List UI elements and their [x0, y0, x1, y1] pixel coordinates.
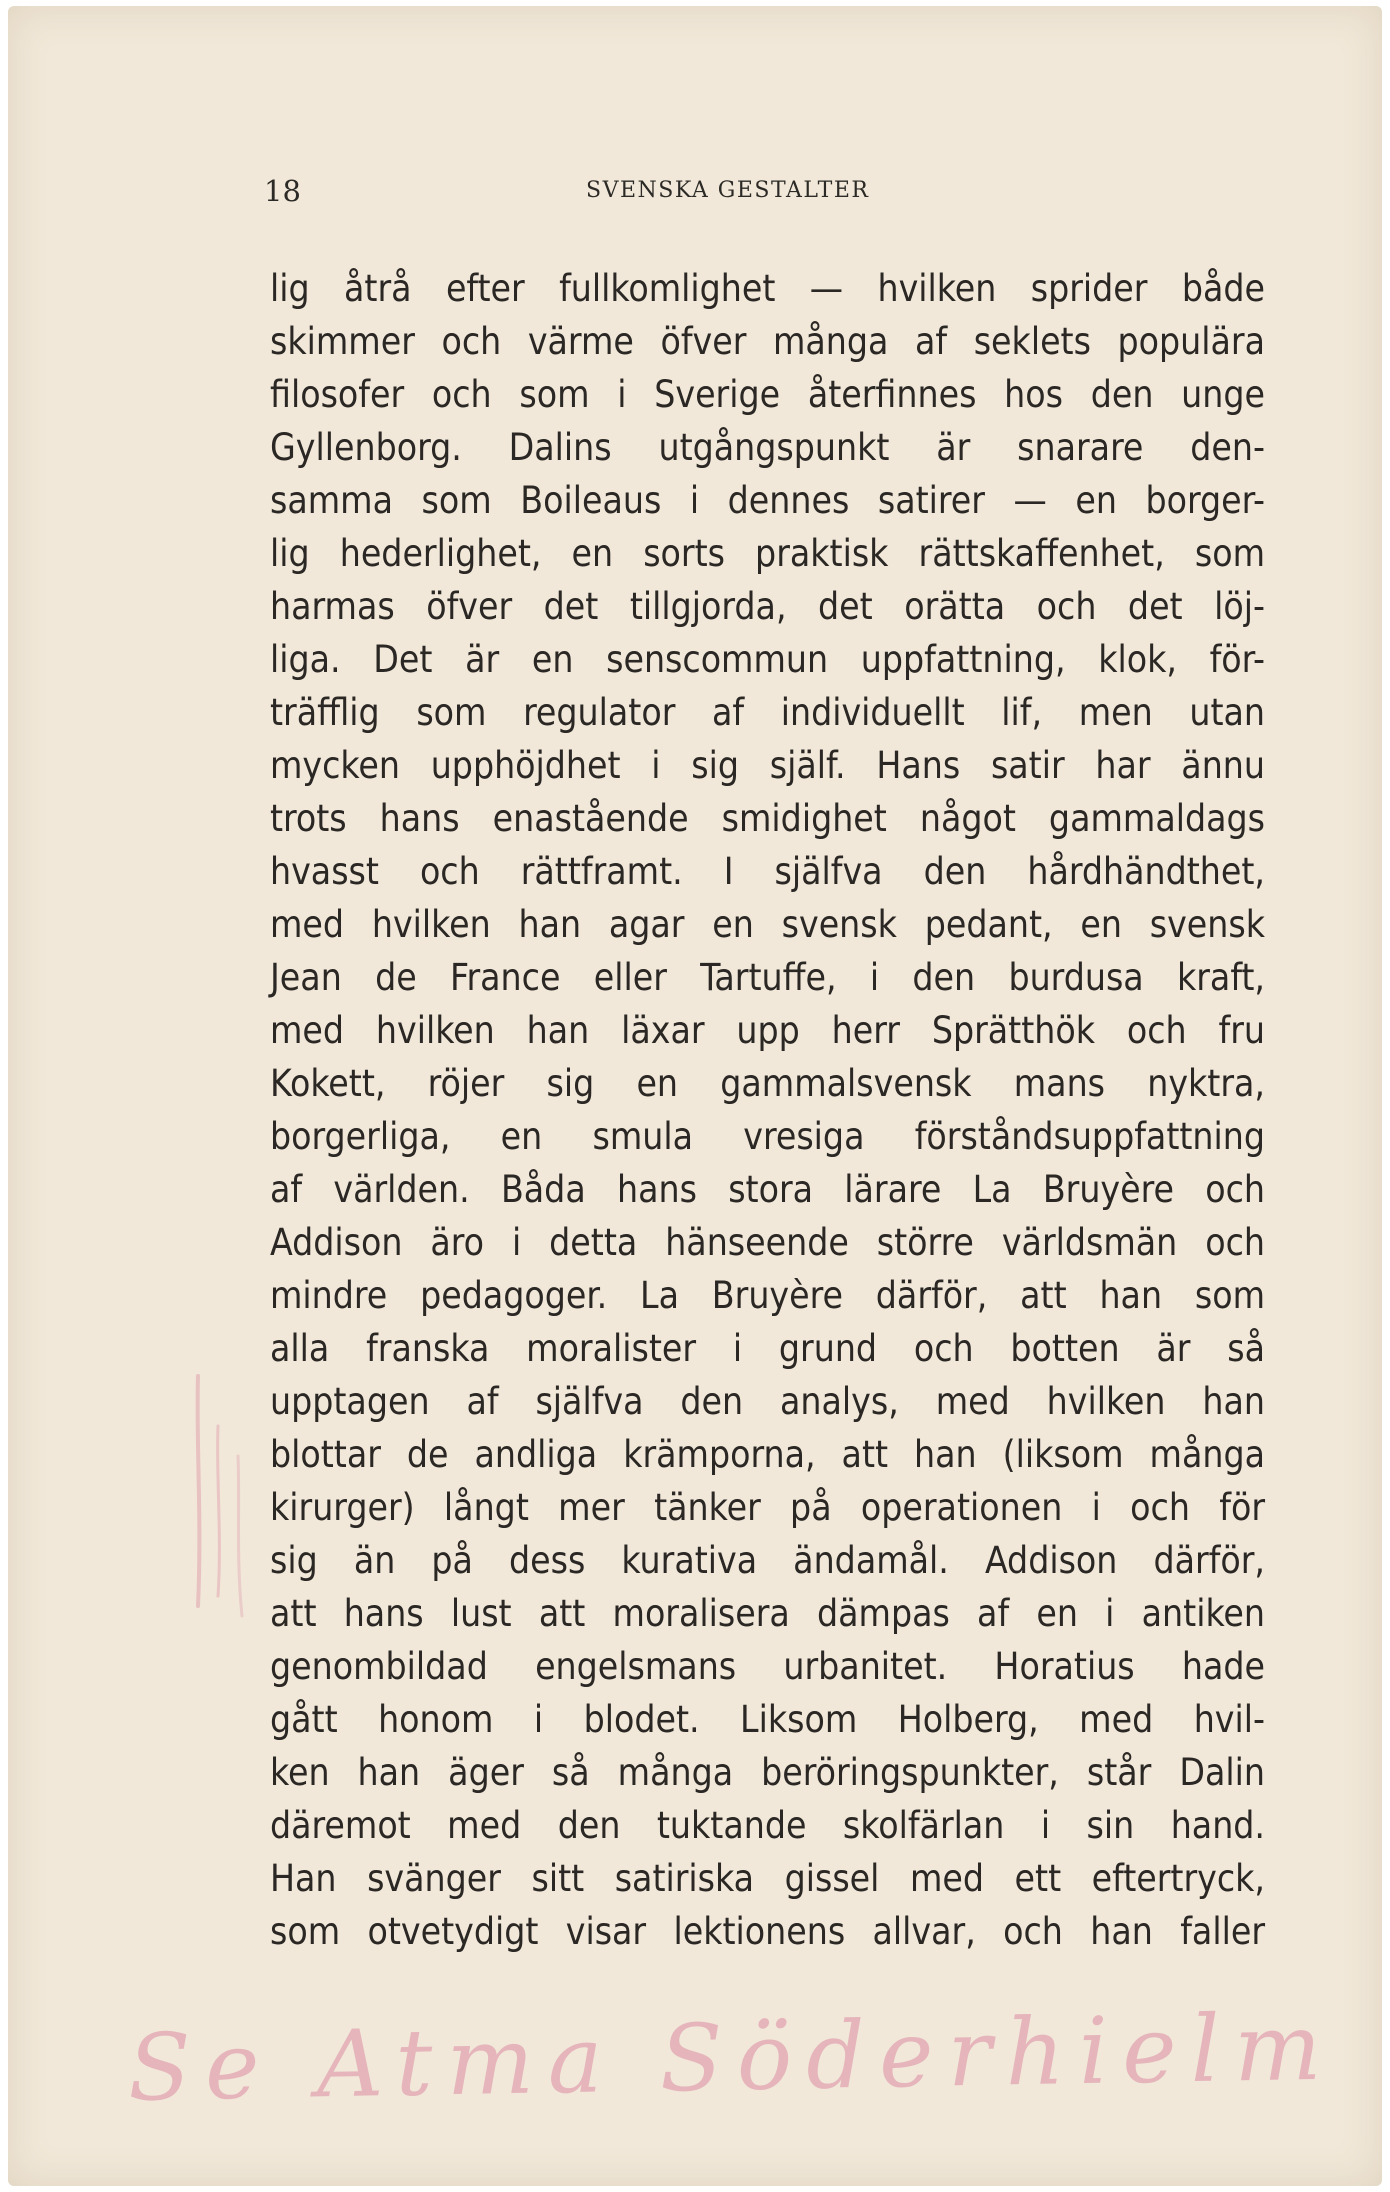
text-line: Addison äro i detta hänseende större världsmän och	[270, 1221, 1265, 1264]
text-line: gått honom i blodet. Liksom Holberg, med hvil-	[270, 1698, 1265, 1741]
text-line: trots hans enastående smidighet något gammaldags	[270, 797, 1265, 840]
page-header	[264, 174, 1264, 214]
text-line: filosofer och som i Sverige återfinnes hos den unge	[270, 373, 1265, 416]
text-line: att hans lust att moralisera dämpas af en i antiken	[270, 1592, 1265, 1635]
text-line: lig åtrå efter fullkomlighet — hvilken sprider både	[270, 267, 1265, 310]
text-line: lig hederlighet, en sorts praktisk rättskaffenhet, som	[270, 532, 1265, 575]
text-line: hvasst och rättframt. I själfva den hårdhändthet,	[270, 850, 1265, 893]
text-line: träfflig som regulator af individuellt lif, men utan	[270, 691, 1265, 734]
text-line: mindre pedagoger. La Bruyère därför, att han som	[270, 1274, 1265, 1317]
text-line: samma som Boileaus i dennes satirer — en borger-	[270, 479, 1265, 522]
text-line: kirurger) långt mer tänker på operationen i och för	[270, 1486, 1265, 1529]
text-line: blottar de andliga krämporna, att han (liksom många	[270, 1433, 1265, 1476]
text-line: som otvetydigt visar lektionens allvar, och han faller	[270, 1910, 1265, 1953]
text-line: Jean de France eller Tartuffe, i den burdusa kraft,	[270, 956, 1265, 999]
text-line: med hvilken han läxar upp herr Sprätthök och fru	[270, 1009, 1265, 1052]
text-line: alla franska moralister i grund och botten är så	[270, 1327, 1265, 1370]
pencil-margin-mark	[158, 1366, 308, 1626]
text-line: skimmer och värme öfver många af seklets populära	[270, 320, 1265, 363]
text-line: harmas öfver det tillgjorda, det orätta och det löj-	[270, 585, 1265, 628]
page-number: 18	[264, 174, 301, 208]
body-text	[270, 262, 1265, 1958]
text-line: däremot med den tuktande skolfärlan i sin hand.	[270, 1804, 1265, 1847]
running-title: SVENSKA GESTALTER	[586, 178, 870, 203]
text-line: sig än på dess kurativa ändamål. Addison därför,	[270, 1539, 1265, 1582]
text-line: mycken upphöjdhet i sig själf. Hans satir har ännu	[270, 744, 1265, 787]
text-line: Kokett, röjer sig en gammalsvensk mans nyktra,	[270, 1062, 1265, 1105]
text-line: Gyllenborg. Dalins utgångspunkt är snarare den-	[270, 426, 1265, 469]
text-line: genombildad engelsmans urbanitet. Horatius hade	[270, 1645, 1265, 1688]
text-line: borgerliga, en smula vresiga förståndsuppfattning	[270, 1115, 1265, 1158]
text-line: Han svänger sitt satiriska gissel med ett eftertryck,	[270, 1857, 1265, 1900]
text-line: ken han äger så många beröringspunkter, står Dalin	[270, 1751, 1265, 1794]
text-line: med hvilken han agar en svensk pedant, en svensk	[270, 903, 1265, 946]
text-line: liga. Det är en senscommun uppfattning, klok, för-	[270, 638, 1265, 681]
text-line: upptagen af själfva den analys, med hvilken han	[270, 1380, 1265, 1423]
book-page	[8, 6, 1382, 2186]
text-line: af världen. Båda hans stora lärare La Bruyère och	[270, 1168, 1265, 1211]
handwritten-pencil-note: Se Atma Söderhielm	[127, 1993, 1337, 2122]
